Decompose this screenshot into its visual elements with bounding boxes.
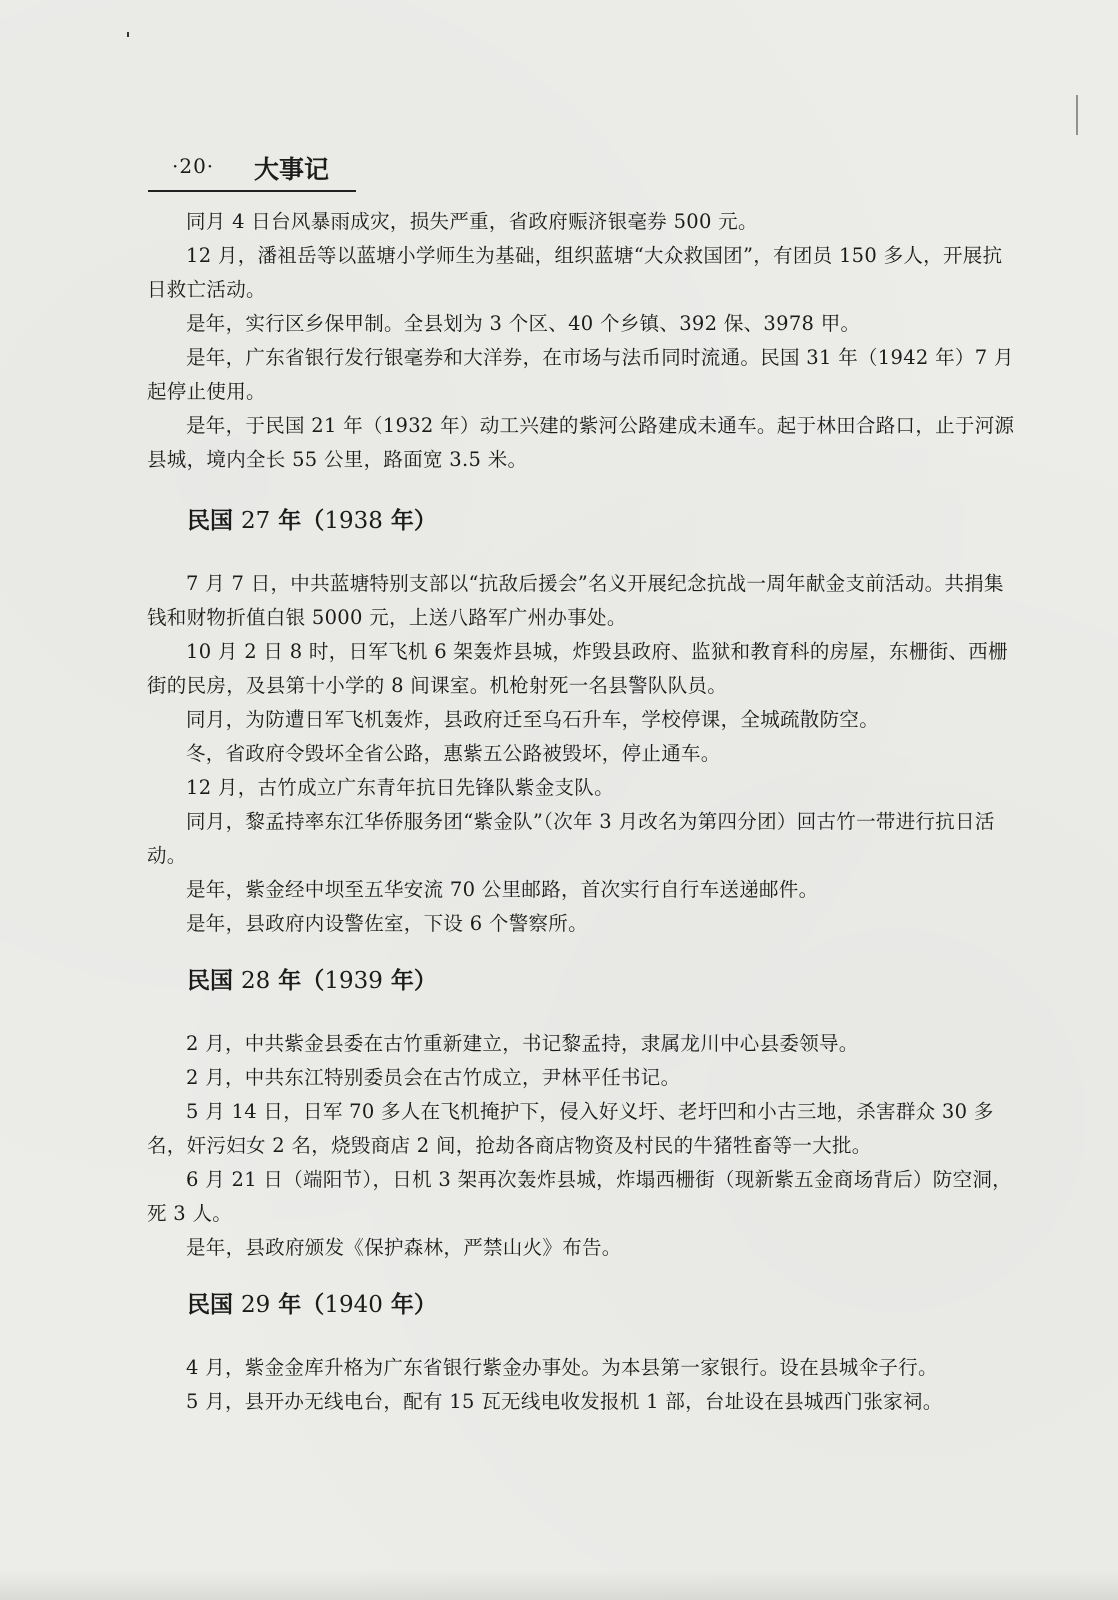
heading-prefix: 民国 xyxy=(187,968,242,994)
entry-paragraph: 6 月 21 日（端阳节），日机 3 架再次轰炸县城，炸塌西栅街（现新紫五金商场背后）防空洞，死 3 人。 xyxy=(147,1168,1012,1225)
entry-paragraph: 2 月，中共东江特别委员会在古竹成立，尹林平任书记。 xyxy=(186,1066,681,1089)
heading-mid: 年（ xyxy=(270,968,325,994)
heading-year: 1940 xyxy=(324,1292,383,1318)
year-heading-1938 xyxy=(147,501,1020,541)
entry-paragraph: 同月 4 日台风暴雨成灾，损失严重，省政府赈济银毫券 500 元。 xyxy=(186,210,758,233)
entries-1940 xyxy=(147,1351,1020,1419)
entry-paragraph: 12 月，潘祖岳等以蓝塘小学师生为基础，组织蓝塘“大众救国团”，有团员 150 多人，开展抗日救亡活动。 xyxy=(147,244,1003,301)
entry-paragraph: 4 月，紫金金库升格为广东省银行紫金办事处。为本县第一家银行。设在县城伞子行。 xyxy=(186,1356,938,1379)
entry-paragraph: 5 月，县开办无线电台，配有 15 瓦无线电收发报机 1 部，台址设在县城西门张家祠。 xyxy=(186,1390,943,1413)
heading-suffix: 年） xyxy=(382,968,437,994)
entry-paragraph: 是年，于民国 21 年（1932 年）动工兴建的紫河公路建成未通车。起于林田合路口，止于河源县城，境内全长 55 公里，路面宽 3.5 米。 xyxy=(147,414,1015,471)
entry-paragraph: 同月，为防遭日军飞机轰炸，县政府迁至乌石升车，学校停课，全城疏散防空。 xyxy=(186,708,880,731)
heading-suffix: 年） xyxy=(382,1292,437,1318)
entry-paragraph: 7 月 7 日，中共蓝塘特别支部以“抗敌后援会”名义开展纪念抗战一周年献金支前活动。共捐集钱和财物折值白银 5000 元，上送八路军广州办事处。 xyxy=(147,572,1004,629)
scan-speck xyxy=(127,32,129,37)
entry-paragraph: 冬，省政府令毁坏全省公路，惠紫五公路被毁坏，停止通车。 xyxy=(186,742,721,765)
entry-paragraph: 同月，黎孟持率东江华侨服务团“紫金队”（次年 3 月改名为第四分团）回古竹一带进行抗日活动。 xyxy=(147,810,995,867)
page-header xyxy=(148,148,356,192)
heading-year: 1939 xyxy=(324,968,383,994)
heading-prefix: 民国 xyxy=(187,1292,242,1318)
heading-number: 29 xyxy=(241,1292,271,1318)
heading-number: 28 xyxy=(241,968,271,994)
entry-paragraph: 10 月 2 日 8 时，日军飞机 6 架轰炸县城，炸毁县政府、监狱和教育科的房屋，东栅街、西栅街的民房，及县第十小学的 8 间课室。机枪射死一名县警队队员。 xyxy=(147,640,1008,697)
heading-prefix: 民国 xyxy=(187,508,242,534)
entry-paragraph: 5 月 14 日，日军 70 多人在飞机掩护下，侵入好义圩、老圩凹和小古三地，杀害群众 30 多名，奸污妇女 2 名，烧毁商店 2 间，抢劫各商店物资及村民的牛猪牲畜等一大批。 xyxy=(147,1100,994,1157)
year-heading-1940 xyxy=(147,1285,1020,1325)
page-number: ·20· xyxy=(172,154,215,178)
heading-suffix: 年） xyxy=(382,508,437,534)
heading-mid: 年（ xyxy=(270,508,325,534)
entry-paragraph: 是年，广东省银行发行银毫券和大洋券，在市场与法币同时流通。民国 31 年（1942 年）7 月起停止使用。 xyxy=(147,346,1014,403)
entry-paragraph: 12 月，古竹成立广东青年抗日先锋队紫金支队。 xyxy=(186,776,614,799)
entries-1939 xyxy=(147,1027,1020,1265)
entry-paragraph: 是年，实行区乡保甲制。全县划为 3 个区、40 个乡镇、392 保、3978 甲。 xyxy=(186,312,861,335)
entries-1938 xyxy=(147,567,1020,941)
entries-1937 xyxy=(147,205,1020,477)
year-heading-1939 xyxy=(147,961,1020,1001)
page-body xyxy=(147,205,1020,1419)
heading-number: 27 xyxy=(241,508,271,534)
entry-paragraph: 是年，县政府内设警佐室，下设 6 个警察所。 xyxy=(186,912,588,935)
section-title: 大事记 xyxy=(254,155,330,184)
entry-paragraph: 2 月，中共紫金县委在古竹重新建立，书记黎孟持，隶属龙川中心县委领导。 xyxy=(186,1032,859,1055)
entry-paragraph: 是年，县政府颁发《保护森林，严禁山火》布告。 xyxy=(186,1236,622,1259)
scan-bottom-shadow xyxy=(0,1570,1118,1600)
entry-paragraph: 是年，紫金经中坝至五华安流 70 公里邮路，首次实行自行车送递邮件。 xyxy=(186,878,819,901)
scan-edge-mark xyxy=(1076,95,1078,135)
heading-year: 1938 xyxy=(324,508,383,534)
heading-mid: 年（ xyxy=(270,1292,325,1318)
